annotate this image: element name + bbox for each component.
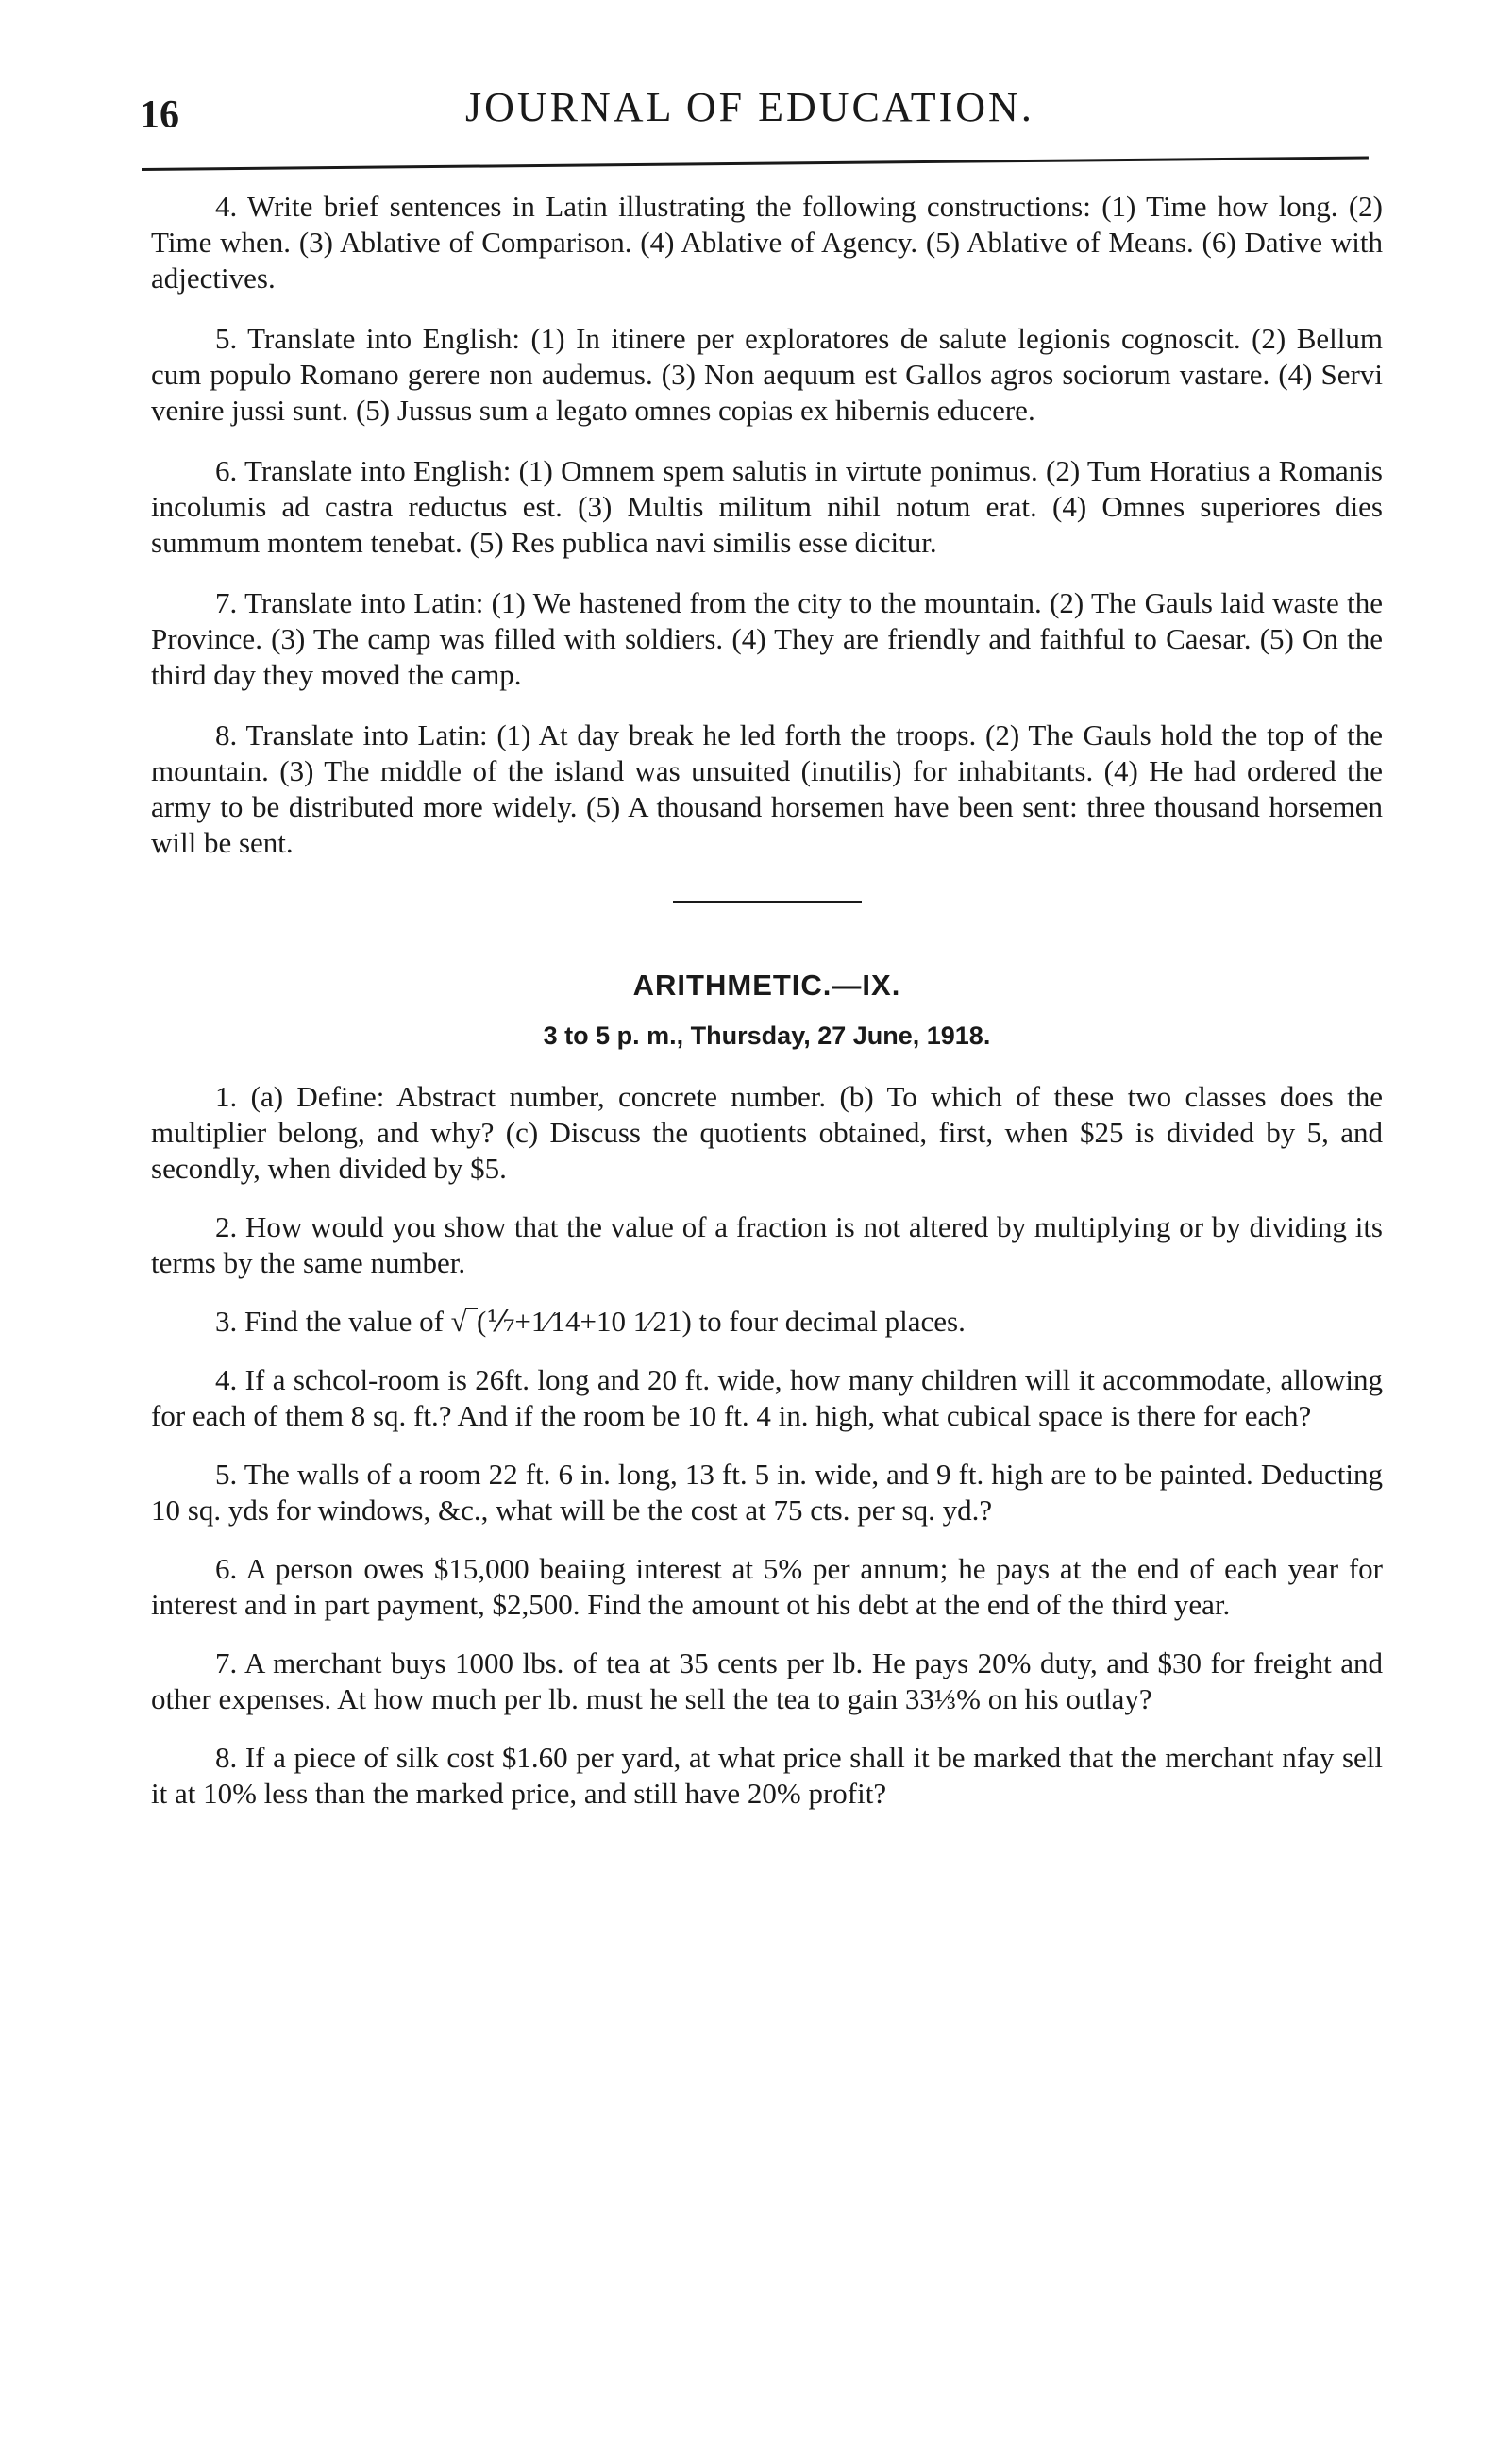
latin-question-5: 5. Translate into English: (1) In itinere per exploratores de salute legionis cognoscit. (2) Bellum cum populo Romano gerere non audemus. (3) Non aequum est Gallos agros sociorum vastare. (4) Servi venire jussi sunt. (5) Jussus sum a legato omnes copias ex hibernis educere. bbox=[151, 322, 1383, 427]
arithmetic-question-4: 4. If a schcol-room is 26ft. long and 20 ft. wide, how many children will it accommodate, allowing for each of them 8 sq. ft.? And if the room be 10 ft. 4 in. high, what cubical space is there for each? bbox=[151, 1363, 1383, 1432]
arithmetic-question-8: 8. If a piece of silk cost $1.60 per yard, at what price shall it be marked that the merchant nfay sell it at 10% less than the marked price, and still have 20% profit? bbox=[151, 1741, 1383, 1810]
arithmetic-question-5: 5. The walls of a room 22 ft. 6 in. long, 13 ft. 5 in. wide, and 9 ft. high are to be painted. Deducting 10 sq. yds for windows, &c., what will be the cost at 75 cts. per sq. yd.? bbox=[151, 1458, 1383, 1527]
arithmetic-title: ARITHMETIC.—IX. bbox=[632, 969, 901, 1002]
latin-question-6: 6. Translate into English: (1) Omnem spem salutis in virtute ponimus. (2) Tum Horatius a Romanis incolumis ad castra reductus est. (3) Multis militum nihil notum erat. (4) Omnes superiores dies summum montem tenebat. (5) Res publica navi similis esse dicitur. bbox=[151, 454, 1383, 559]
latin-question-4: 4. Write brief sentences in Latin illustrating the following constructions: (1) Time how long. (2) Time when. (3) Ablative of Comparison. (4) Ablative of Agency. (5) Ablative of Means. (6) Dative with adjectives. bbox=[151, 190, 1383, 295]
page-content bbox=[151, 189, 1383, 1834]
exam-time: 3 to 5 p. m., Thursday, 27 June, 1918. bbox=[543, 1021, 991, 1050]
running-head bbox=[140, 83, 1367, 149]
journal-title: JOURNAL OF EDUCATION. bbox=[465, 84, 1034, 130]
arithmetic-question-1: 1. (a) Define: Abstract number, concrete number. (b) To which of these two classes does the multiplier belong, and why? (c) Discuss the quotients obtained, first, when $25 is divided by 5, and secondly, when divided by $5. bbox=[151, 1080, 1383, 1185]
header-rule bbox=[142, 157, 1369, 171]
latin-question-8: 8. Translate into Latin: (1) At day break he led forth the troops. (2) The Gauls hold the top of the mountain. (3) The middle of the island was unsuited (inutilis) for inhabitants. (4) He had ordered the army to be distributed more widely. (5) A thousand horsemen have been sent: three thousand horsemen will be sent. bbox=[151, 718, 1383, 859]
arithmetic-question-6: 6. A person owes $15,000 beaiing interest at 5% per annum; he pays at the end of each year for interest and in part payment, $2,500. Find the amount ot his debt at the end of the third year. bbox=[151, 1552, 1383, 1621]
arithmetic-question-7: 7. A merchant buys 1000 lbs. of tea at 35 cents per lb. He pays 20% duty, and $30 for freight and other expenses. At how much per lb. must he sell the tea to gain 33⅓% on his outlay? bbox=[151, 1646, 1383, 1715]
arithmetic-question-2: 2. How would you show that the value of a fraction is not altered by multiplying or by dividing its terms by the same number. bbox=[151, 1210, 1383, 1279]
latin-question-7: 7. Translate into Latin: (1) We hastened from the city to the mountain. (2) The Gauls laid waste the Province. (3) The camp was filled with soldiers. (4) They are friendly and faithful to Caesar. (5) On the third day they moved the camp. bbox=[151, 586, 1383, 691]
arithmetic-section bbox=[151, 969, 1383, 1812]
latin-questions bbox=[151, 189, 1383, 861]
arithmetic-question-3: 3. Find the value of √‾(⅐+1⁄14+10 1⁄21) to four decimal places. bbox=[215, 1305, 966, 1338]
page-number: 16 bbox=[140, 93, 179, 137]
section-divider bbox=[673, 901, 862, 903]
